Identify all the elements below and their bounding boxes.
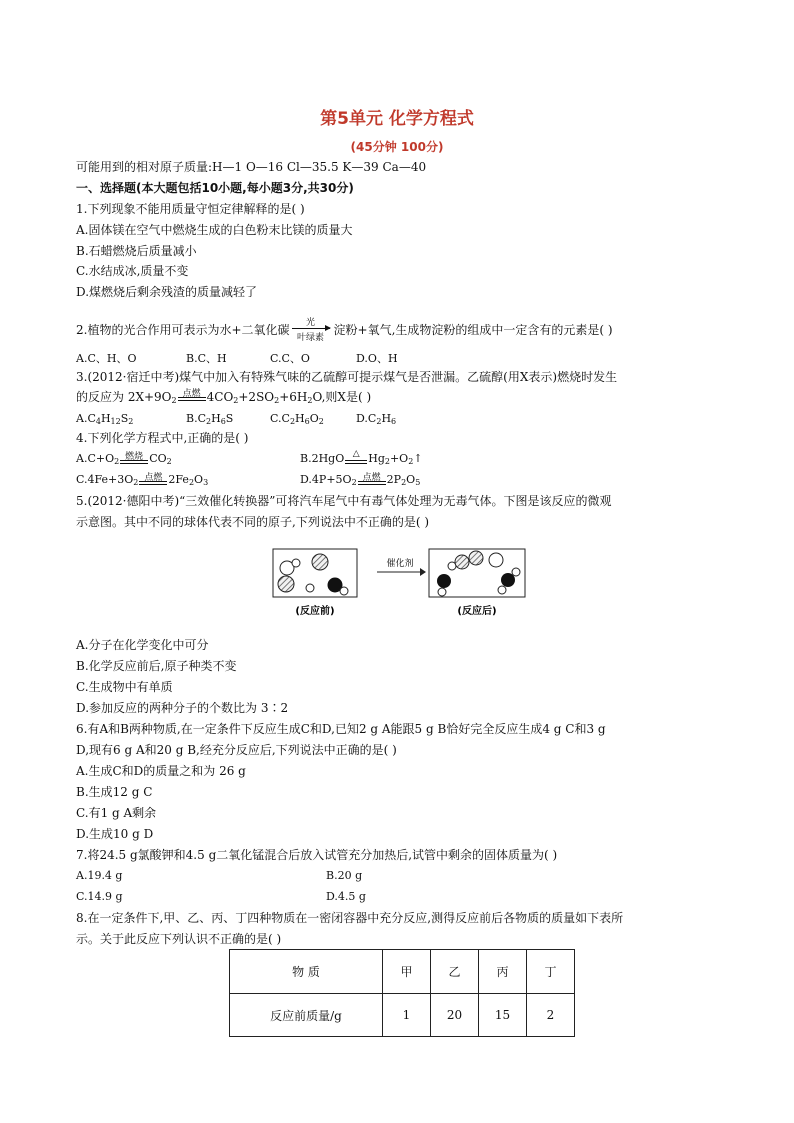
atom-white: [489, 553, 503, 567]
table-header-cell: 乙: [431, 950, 479, 994]
question-3-option-d: [356, 412, 396, 426]
subscript: 2: [233, 396, 239, 405]
subscript: 2: [289, 417, 296, 426]
condition-ignite: 点燃: [362, 473, 381, 483]
subscript: 2: [128, 417, 134, 426]
reaction-arrow-head: [420, 568, 426, 576]
subscript: 2: [351, 478, 357, 487]
question-2-option-d: D.O、H: [356, 352, 398, 365]
condition-ignite: 点燃: [182, 389, 201, 399]
table-header-cell: 甲: [383, 950, 431, 994]
subscript: 4: [95, 417, 101, 426]
equation-condition: [138, 473, 168, 487]
formula-part: CO: [149, 452, 167, 465]
before-label: (反应前): [295, 606, 335, 617]
question-6-option-c: C.有1 g A剩余: [76, 806, 157, 820]
mass-table: [229, 949, 575, 1037]
question-6-option-d: D.生成10 g D: [76, 827, 154, 841]
question-5-line2: 示意图。其中不同的球体代表不同的原子,下列说法中不正确的是( ): [76, 515, 429, 529]
table-cell: 20: [431, 994, 479, 1037]
equation-reactants: 的反应为 2X+9O: [76, 390, 172, 404]
arrow-condition-chlorophyll: 叶绿素: [297, 333, 325, 343]
formula-part: +O: [389, 452, 409, 465]
table-header-cell: 丁: [527, 950, 575, 994]
after-label: (反应后): [457, 606, 497, 617]
section-heading: 一、选择题(本大题包括10小题,每小题3分,共30分): [76, 181, 354, 195]
table-cell: 1: [383, 994, 431, 1037]
arrow-line: [292, 328, 330, 329]
formula-part: B.2HgO: [300, 452, 345, 465]
question-1-option-b: B.石蜡燃烧后质量减小: [76, 244, 197, 258]
equals-bar: [345, 449, 367, 461]
page-title: 第5单元 化学方程式: [320, 109, 474, 129]
atom-white-small: [512, 568, 520, 576]
subscript: 3: [203, 478, 209, 487]
question-6-line1: 6.有A和B两种物质,在一定条件下反应生成C和D,已知2 g A能跟5 g B恰好完全反应生成4 g C和3 g: [76, 722, 606, 736]
equation-condition: [357, 473, 387, 487]
question-4-option-d: [300, 473, 420, 487]
formula-part: B.C: [186, 412, 206, 425]
question-1-option-c: C.水结成冰,质量不变: [76, 264, 189, 278]
question-3-line2: [76, 389, 371, 409]
question-5-option-a: A.分子在化学变化中可分: [76, 638, 209, 652]
question-8-line2: 示。关于此反应下列认识不正确的是( ): [76, 932, 282, 946]
formula-part: H: [211, 412, 221, 425]
question-6-option-a: A.生成C和D的质量之和为 26 g: [76, 764, 246, 778]
question-3-option-a: [76, 412, 133, 426]
formula-part: D.4P+5O: [300, 473, 352, 486]
question-6-line2: D,现有6 g A和20 g B,经充分反应后,下列说法中正确的是( ): [76, 743, 397, 757]
formula-part: O: [309, 412, 319, 425]
atom-black: [437, 574, 451, 588]
question-7-option-d: D.4.5 g: [326, 890, 366, 903]
question-6-option-b: B.生成12 g C: [76, 785, 153, 799]
atom-white-small: [438, 588, 446, 596]
equals-bar-lower: [139, 484, 167, 485]
table-header-cell: 丙: [479, 950, 527, 994]
question-8-line1: 8.在一定条件下,甲、乙、丙、丁四种物质在一密闭容器中充分反应,测得反应前后各物质的质量如下表所: [76, 911, 624, 925]
atom-hatched: [455, 555, 469, 569]
subscript: 6: [391, 417, 397, 426]
question-2-option-a: A.C、H、O: [76, 352, 137, 365]
question-1-option-d: D.煤燃烧后剩余残渣的质量减轻了: [76, 285, 258, 299]
subscript: 2: [171, 396, 177, 405]
table-row: [230, 994, 575, 1037]
subscript: 2: [274, 396, 280, 405]
question-7-stem: 7.将24.5 g氯酸钾和4.5 g二氧化锰混合后放入试管充分加热后,试管中剩余的固体质量为( ): [76, 848, 558, 862]
arrow-condition-light: 光: [306, 318, 316, 328]
question-4-option-a: [76, 452, 172, 466]
question-5-option-c: C.生成物中有单质: [76, 680, 173, 694]
formula-part: D.C: [356, 412, 377, 425]
table-cell: 反应前质量/g: [230, 994, 383, 1037]
condition-burn: 燃烧: [125, 452, 144, 462]
subscript: 2: [376, 417, 382, 426]
table-cell: 2: [527, 994, 575, 1037]
subscript: 2: [133, 478, 139, 487]
formula-part: 2Fe: [168, 473, 189, 486]
reaction-diagram-svg: [272, 548, 526, 618]
equation-condition: [119, 452, 149, 466]
question-3-option-b: [186, 412, 233, 426]
subscript: 5: [415, 478, 421, 487]
formula-part: O: [406, 473, 416, 486]
equation-product-2: +2SO: [238, 390, 275, 404]
equals-bar-lower: [120, 463, 148, 464]
page-subtitle: (45分钟 100分): [350, 140, 444, 154]
equals-bar: [120, 452, 148, 462]
formula-part: H: [295, 412, 305, 425]
equals-bar: [358, 473, 386, 483]
subscript: 2: [206, 417, 212, 426]
catalyst-label: 催化剂: [386, 559, 414, 569]
question-7-option-b: B.20 g: [326, 869, 363, 882]
subscript: 2: [188, 478, 195, 487]
formula-part: A.C+O: [76, 452, 115, 465]
atomic-masses: 可能用到的相对原子质量:H—1 O—16 Cl—35.5 K—39 Ca—40: [76, 160, 427, 174]
subscript: 2: [384, 457, 390, 466]
question-3-option-c: [270, 412, 324, 426]
question-2-stem: [76, 318, 613, 343]
formula-part: Hg: [368, 452, 385, 465]
equals-bar: [139, 473, 167, 483]
formula-part: H: [100, 412, 111, 425]
equals-bar-lower: [345, 463, 367, 464]
question-1-stem: 1.下列现象不能用质量守恒定律解释的是( ): [76, 202, 305, 216]
formula-part: A.C: [76, 412, 96, 425]
subscript: 2: [318, 417, 324, 426]
formula-part: H: [381, 412, 392, 425]
question-5-option-b: B.化学反应前后,原子种类不变: [76, 659, 237, 673]
photosynthesis-arrow: [290, 318, 334, 343]
question-1-option-a: A.固体镁在空气中燃烧生成的白色粉末比镁的质量大: [76, 223, 353, 237]
question-7-option-c: C.14.9 g: [76, 890, 123, 903]
equation-product-3: +6H: [279, 390, 308, 404]
atom-white-small: [340, 587, 348, 595]
atom-hatched: [312, 554, 328, 570]
atom-white-small: [306, 584, 314, 592]
equation-condition: [344, 449, 368, 466]
question-3-line1: 3.(2012·宿迁中考)煤气中加入有特殊气味的乙硫醇可提示煤气是否泄漏。乙硫醇(用X表示)燃烧时发生: [76, 370, 618, 384]
table-header-row: [230, 950, 575, 994]
subscript: 2: [408, 457, 414, 466]
equation-product-1: 4CO: [206, 390, 234, 404]
formula-part: S: [120, 412, 129, 425]
subscript: 6: [304, 417, 310, 426]
question-5-line1: 5.(2012·德阳中考)“三效催化转换器”可将汽车尾气中有毒气体处理为无毒气体。下图是该反应的微观: [76, 494, 612, 508]
subscript: 2: [307, 396, 313, 405]
reaction-diagram: [272, 548, 526, 618]
equals-bar-lower: [178, 400, 206, 401]
subscript: 2: [166, 457, 172, 466]
question-2-option-b: B.C、H: [186, 352, 227, 365]
atom-hatched: [469, 551, 483, 565]
gas-arrow: ↑: [413, 452, 423, 465]
question-4-option-c: [76, 473, 208, 487]
subscript: 2: [114, 457, 120, 466]
equals-bar-lower: [358, 484, 386, 485]
subscript: 2: [401, 478, 407, 487]
formula-part: S: [225, 412, 234, 425]
equals-bar: [178, 389, 206, 399]
formula-part: C.C: [270, 412, 290, 425]
table-header-cell: 物 质: [230, 950, 383, 994]
formula-part: 2P: [386, 473, 402, 486]
question-3-tail: O,则X是( ): [312, 390, 372, 404]
subscript: 12: [110, 417, 121, 426]
condition-heat: △: [352, 449, 360, 459]
reaction-arrow: [292, 318, 330, 343]
question-5-option-d: D.参加反应的两种分子的个数比为 3∶2: [76, 701, 289, 715]
formula-part: O: [194, 473, 204, 486]
atom-white-small: [292, 559, 300, 567]
question-2-stem-after: 淀粉+氧气,生成物淀粉的组成中一定含有的元素是( ): [333, 323, 613, 337]
formula-part: C.4Fe+3O: [76, 473, 134, 486]
table-cell: 15: [479, 994, 527, 1037]
atom-white-small: [498, 586, 506, 594]
question-4-stem: 4.下列化学方程式中,正确的是( ): [76, 431, 249, 445]
atom-hatched: [278, 576, 294, 592]
question-2-stem-before: 2.植物的光合作用可表示为水+二氧化碳: [76, 323, 290, 337]
condition-ignite: 点燃: [144, 473, 163, 483]
subscript: 6: [220, 417, 226, 426]
equation-condition: [177, 389, 207, 403]
question-7-option-a: A.19.4 g: [76, 869, 123, 882]
question-2-option-c: C.C、O: [270, 352, 310, 365]
question-4-option-b: [300, 449, 423, 466]
